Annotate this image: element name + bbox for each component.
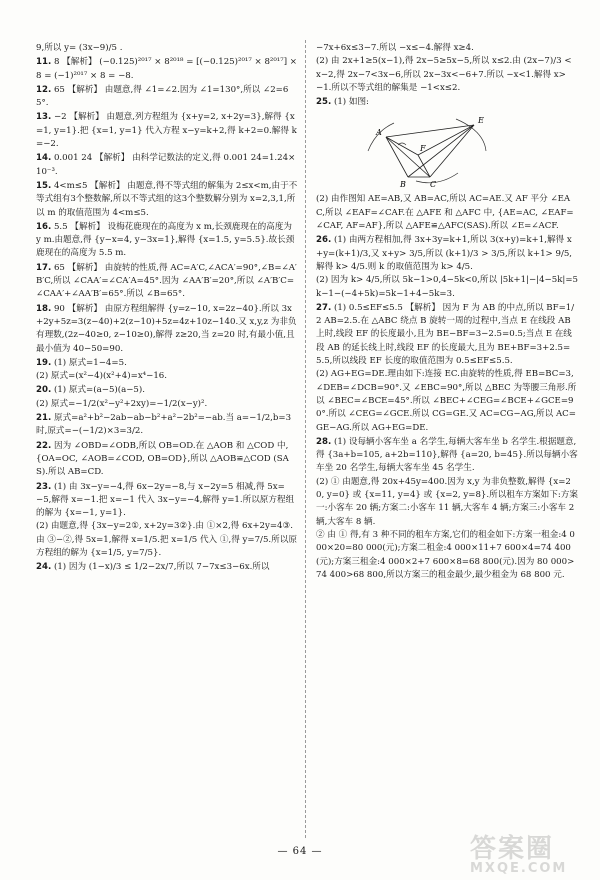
question-number: 26. <box>316 235 332 246</box>
answer-item <box>316 96 578 109</box>
answer-text: 5.5 【解析】 设梅花鹿现在的高度为 x m,长颈鹿现在的高度为 y m.由题意,得 {y−x=4, y−3x=1},解得 {x=1.5, y=5.5}.故长颈鹿现在的高度为 5.5 m. <box>36 221 295 259</box>
figure-segment <box>386 137 430 177</box>
answer-text: 原式=a²+b²−2ab−ab−b²+a²−2b²=−ab.当 a=−1/2,b=3时,原式=−(−1/2)×3=3/2. <box>36 413 292 437</box>
answer-text: −7x+6x≤3−7.所以 −x≤−4.解得 x≥4. (2) 由 2x+1≥5(x−1),得 2x−5≥5x−5,所以 x≤2.由 (2x−7)/3 < x−2,得 2x−7<3x−6,所以 2x−3x<−6+7.所以 −x<1.解得 x>−1.所以不等式组的解集是 −1<x≤2. <box>316 43 572 93</box>
answer-item <box>36 440 298 480</box>
question-number: 19. <box>36 357 52 368</box>
watermark-bottom-text: MXQE.COM <box>470 861 568 876</box>
answer-text: 9,所以 y= (3x−9)/5 . <box>36 43 123 53</box>
answer-item <box>316 42 578 95</box>
answer-text: 因为 ∠OBD=∠ODB,所以 OB=OD.在 △AOB 和 △COD 中, {OA=OC, ∠AOB=∠COD, OB=OD},所以 △AOB≌△COD (SAS).所以 AB=CD. <box>36 440 292 478</box>
question-number: 24. <box>36 562 52 573</box>
question-number: 18. <box>36 303 52 314</box>
watermark-top-text: 答案圈 <box>470 834 555 864</box>
question-number: 28. <box>316 436 332 447</box>
answer-item <box>316 193 578 233</box>
answer-item <box>36 42 298 55</box>
answer-item <box>316 234 578 300</box>
question-number: 13. <box>36 112 52 123</box>
question-number: 20. <box>36 385 52 396</box>
watermark-logo <box>470 828 590 874</box>
answer-item <box>36 262 298 302</box>
answer-text: 90 【解析】 由原方程组解得 {y=z−10, x=2z−40}.所以 3x+2y+5z=3(z−40)+2(z−10)+5z=4z+10z−140.又 x,y,z 为非负有理数,(2z−40≥0, z−10≥0),解得 z≥20,当 z=20 时,有最小值,且最小值为 40−50=90. <box>36 303 297 354</box>
figure-label: A <box>376 128 382 138</box>
answer-item <box>36 221 298 261</box>
question-number: 14. <box>36 153 52 164</box>
answer-item <box>36 180 298 220</box>
question-number: 15. <box>36 180 52 191</box>
construction-arc <box>416 173 458 183</box>
figure-label: E <box>478 116 484 126</box>
figure-segment <box>418 155 430 177</box>
answer-text: (2) 由作图知 AE=AB,又 AB=AC,所以 AC=AE.又 AF 平分 ∠EAC,所以 ∠EAF=∠CAF.在 △AFE 和 △AFC 中, {AE=AC, ∠EAF=∠CAF, AF=AF},所以 △AFE≌△AFC(SAS).所以 ∠E=∠ACF. <box>316 194 574 232</box>
answer-text: (1) 由两方程相加,得 3x+3y=k+1,所以 3(x+y)=k+1,解得 x+y=(k+1)/3,又 x+y> 3/5,所以 (k+1)/3 > 3/5,所以 k+1> 9/5,解得 k> 4/5.则 k 的取值范围为 k> 4/5. (2) 因为 k> 4/5,所以 5k−1>0,4−5k<0,所以 |5k+1|−|4−5k|=5k−1−(−4+5k)=5k−1+4−5k=3. <box>316 235 578 299</box>
question-number: 25. <box>316 97 332 108</box>
question-number: 17. <box>36 262 52 273</box>
answer-text: (1) 如图: <box>333 97 369 108</box>
question-number: 22. <box>36 440 52 451</box>
answer-text: (1) 0.5≤EF≤5.5 【解析】 因为 F 为 AB 的中点,所以 BF=1/2 AB=2.5.在 △ABC 绕点 B 旋转一周的过程中,当点 E 在线段 AB 上时,线段 EF 的长度最小,且为 BE−BF=3−2.5=0.5;当点 E 在线段 AB 的延长线上时,线段 EF 的长度最大,且为 BE+BF=3+2.5=5.5,所以线段 EF 长度的取值范围为 0.5≤EF≤5.5. (2) AG+EG=DE.理由如下:连接 EC.由旋转的性质,得 EB=BC=3,∠DEB=∠DCB=90°.又 ∠EBC=90°,所以 △BEC 为等腰三角形.所以 ∠BEC=∠BCE=45°.所以 ∠BEC+∠CEG=∠BCE+∠GCE=90°.所以 ∠CEG=∠GCE.所以 CG=GE.又 AC=CG−AG,所以 AC=GE−AG.所以 AG+EG=DE. <box>316 302 577 433</box>
answer-text: (1) 设每辆小客车坐 a 名学生,每辆大客车坐 b 名学生.根据题意,得 {3a+b=105, a+2b=110},解得 {a=20, b=45}.所以每辆小客车坐 20 名学生,每辆大客车坐 45 名学生. (2) ① 由题意,得 20x+45y=400.因为 x,y 为非负整数,解得 {x=20, y=0} 或 {x=11, y=4} 或 {x=2, y=8}.所以租车方案如下:方案一:小客车 20 辆;方案二:小客车 11 辆,大客车 4 辆;方案三:小客车 2 辆,大客车 8 辆. ② 由 ① 得,有 3 种不同的租车方案,它们的租金如下:方案一租金:4 000×20=80 000(元);方案二租金:4 000×11+7 600×4=74 400(元);方案三租金:4 000×2+7 600×8=68 800(元).因为 80 000>74 400>68 800,所以方案三的租金最少,最少租金为 68 800 元. <box>316 436 578 580</box>
answer-item <box>36 152 298 179</box>
column-divider <box>305 40 306 838</box>
answer-text: (1) 因为 (1−x)/3 ≤ 1/2−2x/7,所以 7−7x≤3−6x.所以 <box>53 562 270 573</box>
answer-item <box>36 84 298 111</box>
answer-item <box>36 303 298 356</box>
answer-item <box>36 384 298 411</box>
answer-text: 65 【解析】 由题意,得 ∠1=∠2.因为 ∠1=130°,所以 ∠2=65°. <box>36 84 289 109</box>
answer-item <box>36 561 298 574</box>
page-number-text: — 64 — <box>277 846 323 857</box>
answer-item <box>316 436 578 582</box>
figure-segment <box>418 125 474 155</box>
answer-text: (1) 由 3x−y=−4,得 6x−2y=−8,与 x−2y=5 相减,得 5x=−5,解得 x=−1.把 x=−1 代入 3x−y=−4,解得 y=1.所以原方程组的解为 {x=−1, y=1}. (2) 由题意,得 {3x−y=2①, x+2y=3②}.由 ①×2,得 6x+2y=4③.由 ③−②,得 5x=1,解得 x=1/5.把 x=1/5 代入 ①,得 y=7/5.所以原方程组的解为 {x=1/5, y=7/5}. <box>36 481 297 558</box>
question-number: 12. <box>36 84 52 95</box>
question-number: 23. <box>36 481 52 492</box>
answer-item <box>36 481 298 561</box>
answer-text: 65 【解析】 由旋转的性质,得 AC=A′C,∠ACA′=90°,∠B=∠A′B′C,所以 ∠CAA′=∠CA′A=45°.因为 ∠AA′B′=20°,所以 ∠A′B′C=∠CAA′+∠AA′B′=65°.所以 ∠B=65°. <box>36 262 297 300</box>
answer-item <box>36 357 298 384</box>
answer-item <box>36 412 298 439</box>
question-number: 21. <box>36 413 52 424</box>
answer-item <box>36 56 298 83</box>
geometry-figure <box>346 111 496 189</box>
answer-text: 4<m≤5 【解析】 由题意,得不等式组的解集为 2≤x<m,由于不等式组有3个整数解,所以不等式组的这3个整数解分别为 x=2,3,1,所以 m 的取值范围为 4<m≤5. <box>36 180 298 218</box>
answer-text: 0.001 24 【解析】 由科学记数法的定义,得 0.001 24=1.24×10⁻³. <box>36 153 296 177</box>
answer-text: (1) 原式=(a−5)(a−5). (2) 原式=−1/2(x²−y²+2xy)=−1/2(x−y)². <box>36 385 208 409</box>
answer-item <box>36 111 298 151</box>
answer-text: (1) 原式=1−4=5. (2) 原式=(x²−4)(x²+4)=x⁴−16. <box>36 357 167 382</box>
figure-segment <box>430 125 474 177</box>
answer-item <box>316 302 578 435</box>
question-number: 16. <box>36 221 52 232</box>
right-column <box>316 42 578 583</box>
figure-label: F <box>420 144 426 154</box>
figure-label: B <box>400 180 406 190</box>
answer-text: −2 【解析】 由题意,列方程组为 {x+y=2, x+2y=3},解得 {x=1, y=1}.把 {x=1, y=1} 代入方程 x−y=k+2,得 k+2=0.解得 k=−2. <box>36 112 297 150</box>
answer-text: 8 【解析】 (−0.125)²⁰¹⁷ × 8²⁰¹⁸ = [(−0.125)²⁰¹⁷ × 8²⁰¹⁷] × 8 = (−1)²⁰¹⁷ × 8 = −8. <box>36 57 300 81</box>
question-number: 27. <box>316 302 332 313</box>
left-column <box>36 42 298 576</box>
figure-label: C <box>430 180 437 190</box>
question-number: 11. <box>36 57 52 68</box>
